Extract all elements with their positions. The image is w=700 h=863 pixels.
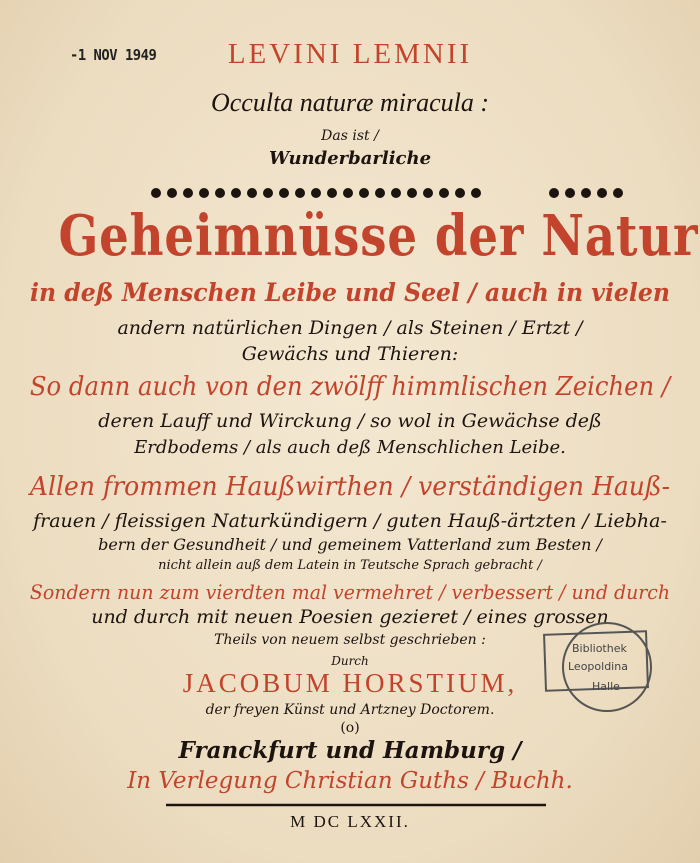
title-line-lauff: deren Lauff und Wirckung / so wol in Gewächse deß: [98, 410, 602, 432]
title-line-frauen: frauen / fleissigen Naturkündigern / guten Hauß-ärtzten / Liebha-: [33, 510, 667, 532]
editor-title: der freyen Künst und Artzney Doctorem.: [205, 702, 495, 718]
ornament-band-right: [548, 186, 634, 200]
title-line-gewaechs: Gewächs und Thieren:: [241, 343, 459, 365]
library-stamp-line2: Leopoldina: [568, 660, 628, 673]
author-name: LEVINI LEMNII: [227, 38, 473, 70]
title-line-leibe: in deß Menschen Leibe und Seel / auch in vielen: [30, 278, 670, 307]
latin-title: Occulta naturæ miracula :: [210, 88, 490, 117]
ornament-band-left: [150, 186, 484, 200]
library-stamp-line1: Bibliothek: [572, 642, 627, 655]
das-ist-line: Das ist /: [321, 128, 379, 144]
library-stamp: [538, 622, 658, 712]
editor-name: JACOBUM HORSTIUM,: [182, 668, 518, 698]
imprint-year: M DC LXXII.: [290, 812, 410, 831]
divider-rule: [166, 802, 546, 808]
title-line-nicht: nicht allein auß dem Latein in Teutsche Sprach gebracht /: [158, 558, 542, 573]
title-line-durch: und durch mit neuen Poesien gezieret / eines grossen: [91, 606, 609, 628]
title-line-erdbodems: Erdbodems / als auch deß Menschlichen Leibe.: [134, 437, 566, 458]
title-line-theils: Theils von neuem selbst geschrieben :: [214, 632, 486, 648]
acquisition-date-stamp: -1 NOV 1949: [70, 46, 157, 64]
main-title-text: Geheimnüsse der Natur: [58, 203, 699, 269]
title-line-sondern: Sondern nun zum vierdten mal vermehret / verbessert / und durch: [29, 580, 671, 604]
printer-ornament: (o): [340, 720, 360, 736]
main-title: [58, 203, 699, 269]
title-line-sodann: So dann auch von den zwölff himmlischen Zeichen /: [29, 372, 671, 402]
imprint-publisher: In Verlegung Christian Guths / Buchh.: [127, 768, 573, 794]
title-line-durch-by: Durch: [331, 654, 369, 668]
title-line-andern: andern natürlichen Dingen / als Steinen / Ertzt /: [117, 317, 583, 339]
imprint-place: Franckfurt und Hamburg /: [178, 737, 522, 764]
title-line-bern: bern der Gesundheit / und gemeinem Vatterland zum Besten /: [98, 535, 602, 554]
wunderbarliche-line: Wunderbarliche: [268, 148, 432, 169]
title-line-allen: Allen frommen Haußwirthen / verständigen Hauß-: [29, 472, 671, 502]
library-stamp-line3: Halle: [592, 680, 620, 693]
